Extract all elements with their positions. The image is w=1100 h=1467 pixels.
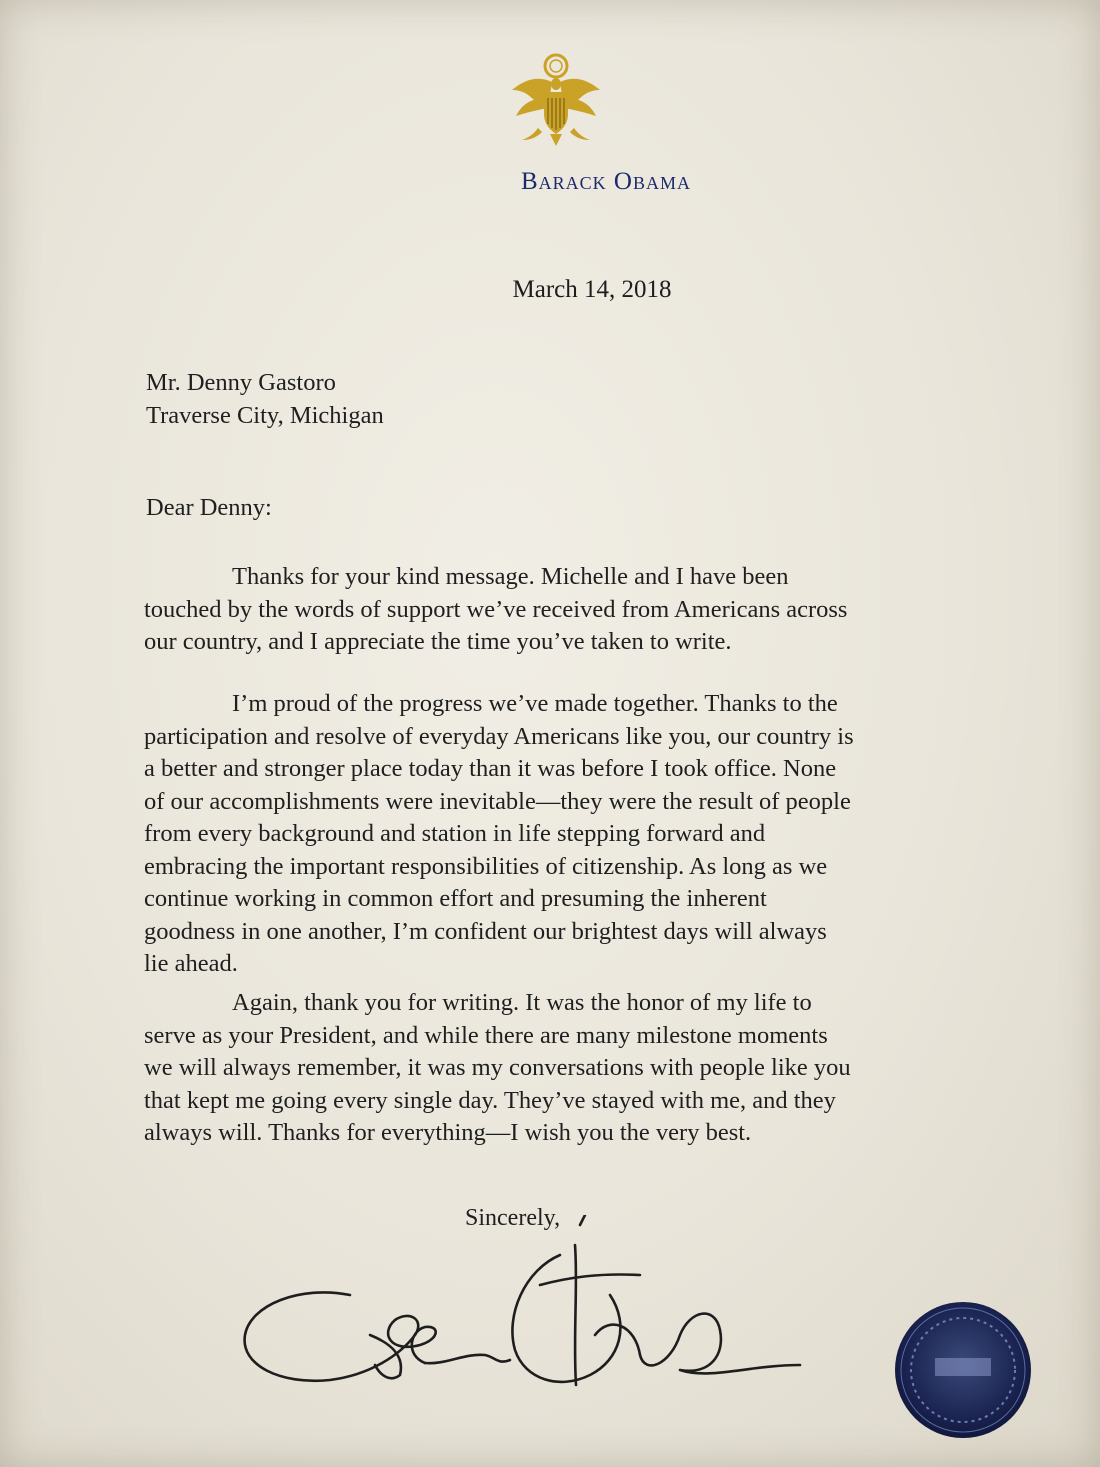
paragraph-line: serve as your President, and while there are many milestone moments bbox=[144, 1021, 828, 1049]
paragraph-line: embracing the important responsibilities of citizenship. As long as we bbox=[144, 852, 828, 880]
paragraph-2 bbox=[144, 688, 944, 981]
paragraph-line: we will always remember, it was my conversations with people like you bbox=[144, 1054, 851, 1081]
paragraph-line: always will. Thanks for everything—I wish you the very best. bbox=[144, 1119, 752, 1146]
paragraph-line: lie ahead. bbox=[144, 950, 238, 977]
recipient-name: Mr. Denny Gastoro bbox=[146, 369, 336, 396]
salutation: Dear Denny: bbox=[146, 494, 272, 521]
paragraph-line: participation and resolve of everyday Americans like you, our country is bbox=[144, 722, 854, 750]
paragraph-line: I’m proud of the progress we’ve made together. Thanks to the bbox=[232, 690, 838, 717]
paragraph-1 bbox=[144, 561, 944, 659]
paragraph-line: that kept me going every single day. They’ve stayed with me, and they bbox=[144, 1086, 836, 1114]
paragraph-line: a better and stronger place today than it was before I took office. None bbox=[144, 755, 837, 782]
recipient-address bbox=[146, 367, 384, 432]
paragraph-line: from every background and station in life stepping forward and bbox=[144, 820, 766, 847]
closing: Sincerely, bbox=[465, 1205, 561, 1231]
authentication-stamp-icon bbox=[893, 1300, 1033, 1440]
paragraph-line: touched by the words of support we’ve received from Americans across bbox=[144, 595, 848, 623]
paragraph-line: Again, thank you for writing. It was the honor of my life to bbox=[232, 989, 812, 1016]
letterhead-name: Barack Obama bbox=[521, 168, 691, 195]
paragraph-3 bbox=[144, 987, 944, 1150]
letter-date: March 14, 2018 bbox=[512, 276, 672, 303]
paragraph-line: of our accomplishments were inevitable—they were the result of people bbox=[144, 787, 851, 815]
handwritten-signature-icon bbox=[240, 1215, 810, 1405]
recipient-location: Traverse City, Michigan bbox=[146, 401, 384, 429]
paragraph-line: continue working in common effort and presuming the inherent bbox=[144, 885, 767, 912]
paragraph-line: our country, and I appreciate the time you’ve taken to write. bbox=[144, 628, 732, 655]
paragraph-line: goodness in one another, I’m confident our brightest days will always bbox=[144, 917, 827, 945]
paragraph-line: Thanks for your kind message. Michelle and I have been bbox=[232, 563, 789, 590]
presidential-seal-icon bbox=[504, 48, 608, 148]
